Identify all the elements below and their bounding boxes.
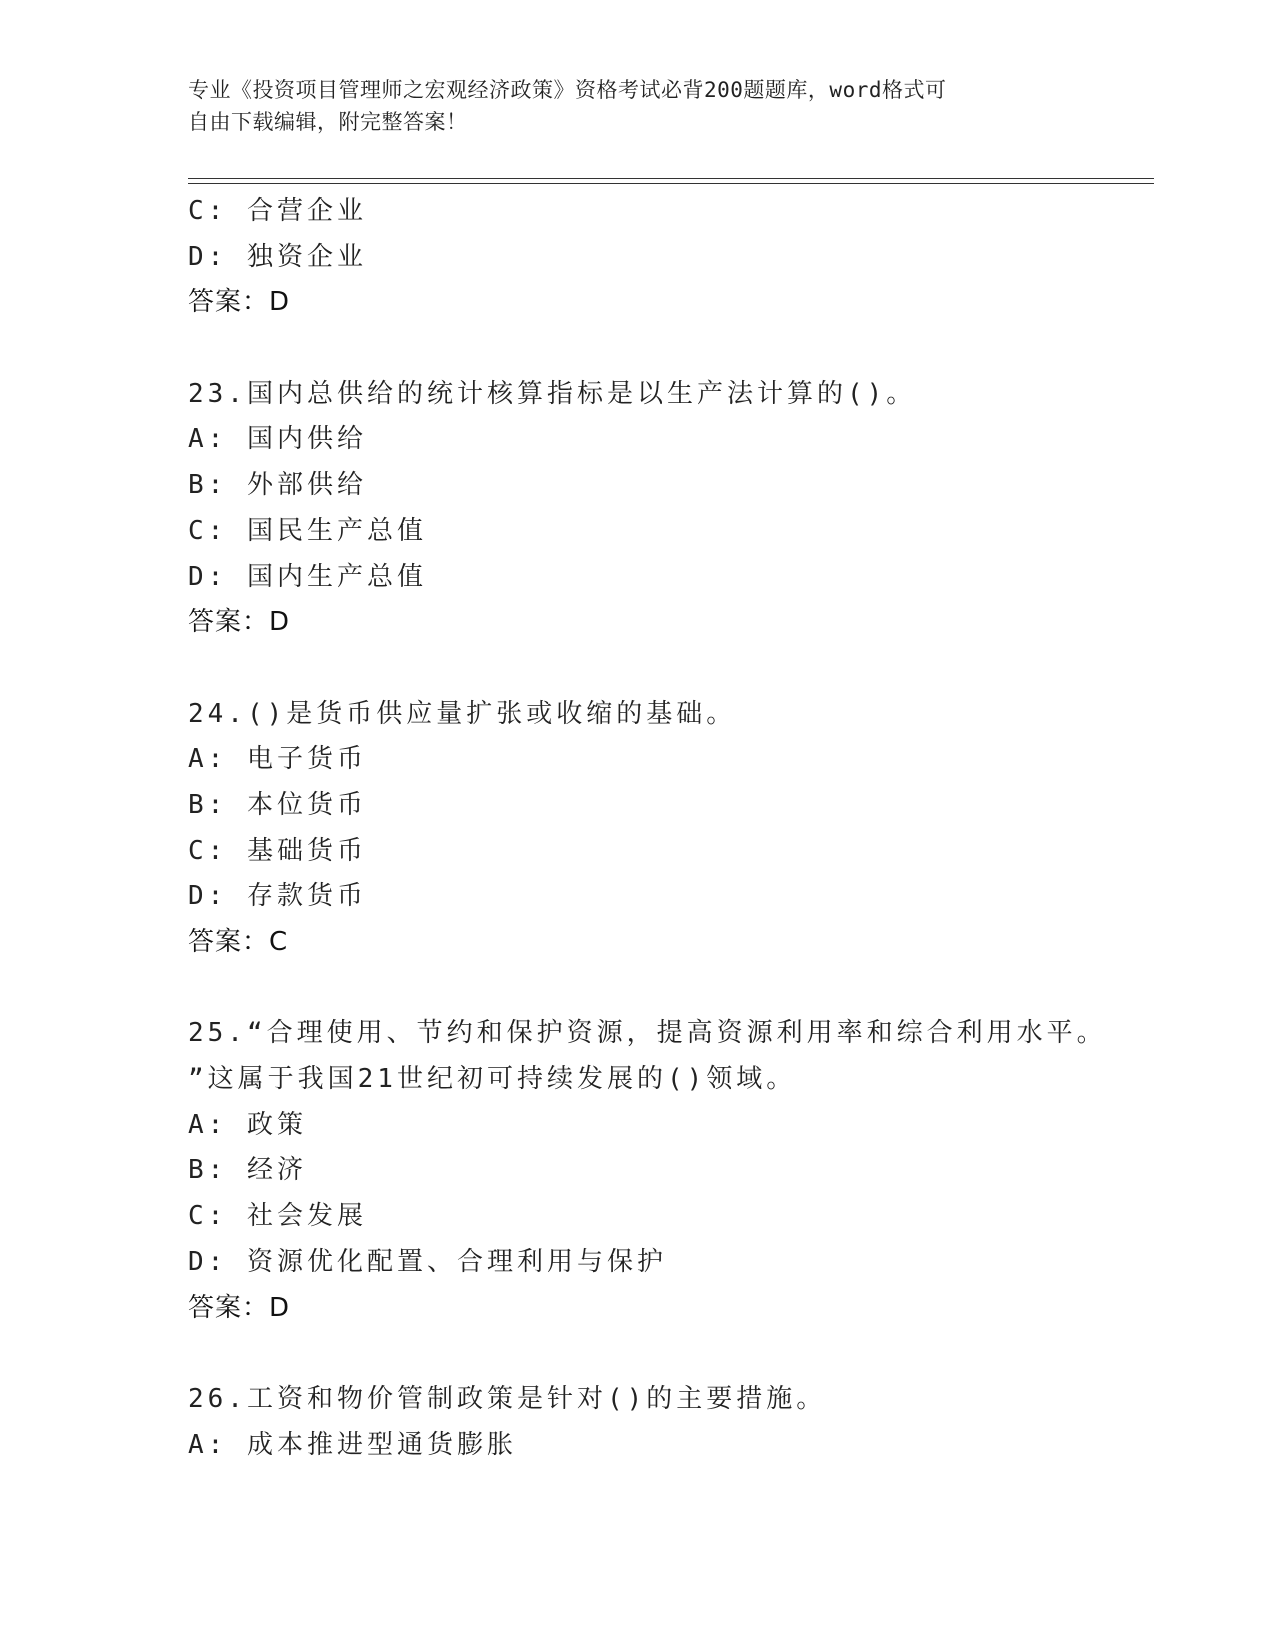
question-stem: 23.国内总供给的统计核算指标是以生产法计算的()。 <box>188 378 917 409</box>
option-b: B: 本位货币 <box>188 789 367 820</box>
option-d: D: 资源优化配置、合理利用与保护 <box>188 1246 667 1277</box>
option-c: C: 基础货币 <box>188 835 367 866</box>
spacer <box>188 326 1148 372</box>
question-stem: 25.“合理使用、节约和保护资源，提高资源利用率和综合利用水平。 <box>188 1018 1107 1049</box>
question-stem: 26.工资和物价管制政策是针对()的主要措施。 <box>188 1383 827 1414</box>
spacer <box>188 1331 1148 1377</box>
question-stem-continued: ”这属于我国21世纪初可持续发展的()领域。 <box>188 1064 797 1095</box>
option-b: B: 外部供给 <box>188 470 367 501</box>
option-b: B: 经济 <box>188 1155 307 1186</box>
header-rule-thin <box>188 183 1154 184</box>
option-a: A: 国内供给 <box>188 424 367 455</box>
option-c: C: 社会发展 <box>188 1201 367 1232</box>
option-d: D: 存款货币 <box>188 881 367 912</box>
spacer <box>188 646 1148 692</box>
option-d: D: 国内生产总值 <box>188 561 427 592</box>
header-line-2: 自由下载编辑，附完整答案！ <box>188 110 468 134</box>
header-rule-thick <box>188 178 1154 179</box>
answer: 答案：C <box>188 927 289 957</box>
spacer <box>188 966 1148 1012</box>
option-c: C: 合营企业 <box>188 196 367 226</box>
option-c: C: 国民生产总值 <box>188 515 427 546</box>
answer: 答案：D <box>188 607 291 638</box>
header-line-1: 专业《投资项目管理师之宏观经济政策》资格考试必背200题题库，word格式可 <box>188 78 947 102</box>
document-header <box>188 74 1068 138</box>
option-a: A: 电子货币 <box>188 744 367 775</box>
option-a: A: 政策 <box>188 1109 307 1140</box>
question-stem: 24.()是货币供应量扩张或收缩的基础。 <box>188 698 737 729</box>
question-list <box>188 189 1148 1468</box>
option-d: D: 独资企业 <box>188 241 367 272</box>
answer: 答案：D <box>188 1292 291 1323</box>
option-a: A: 成本推进型通货膨胀 <box>188 1429 517 1460</box>
answer: 答案：D <box>188 287 291 318</box>
